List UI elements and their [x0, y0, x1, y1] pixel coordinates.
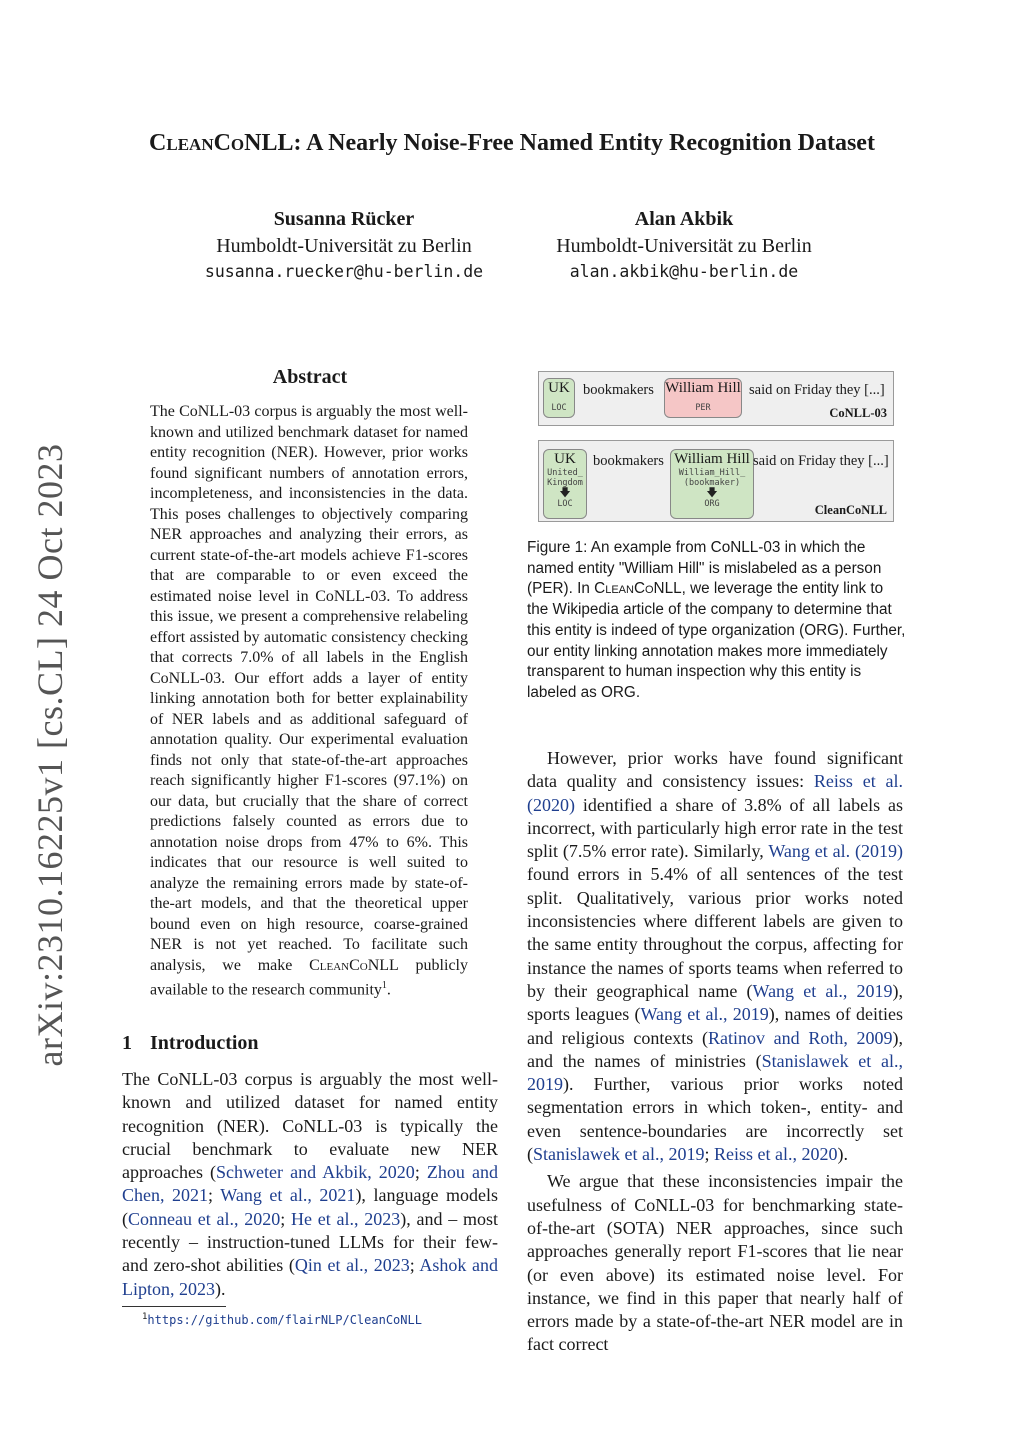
entity-tag: LOC: [551, 403, 567, 413]
section-number: 1: [122, 1032, 132, 1054]
citation-link[interactable]: Zhou and Chen, 2021: [122, 1162, 499, 1206]
entity-link-line: United_: [547, 468, 583, 478]
para-text: ).: [837, 1144, 848, 1165]
citation-link[interactable]: Ratinov and Roth, 2009: [707, 1027, 893, 1048]
paragraph: [527, 747, 903, 1166]
author-affiliation: Humboldt-Universität zu Berlin: [556, 235, 812, 257]
figure-caption: [527, 538, 907, 704]
intro-text: ), and – most recently – instruction-tuned LLMs for their few- and zero-shot abilities (: [122, 1208, 498, 1276]
figure-token: bookmakers: [583, 382, 654, 398]
entity-word: William Hill: [665, 380, 741, 396]
citation-link[interactable]: Schweter and Akbik, 2020: [216, 1162, 415, 1183]
arxiv-id: arXiv:2310.16225v1 [cs.CL] 24 Oct 2023: [30, 443, 70, 1067]
citation-link[interactable]: Wang et al., 2019: [640, 1004, 769, 1025]
arxiv-sidebar-stamp: [26, 443, 74, 1067]
title-name: CleanCoNLL: [149, 130, 294, 156]
figure-token: said on Friday they [...]: [753, 453, 889, 469]
intro-separator: ;: [409, 1255, 420, 1276]
author-block-1: [174, 205, 514, 285]
para-text: However, prior works have found significant data quality and consistency issues:: [527, 748, 903, 792]
entity-link-line: William_Hill_: [678, 468, 746, 478]
intro-text: ), language models (: [122, 1185, 498, 1229]
author-affiliation: Humboldt-Universität zu Berlin: [216, 235, 472, 257]
abstract-dataset-name: CleanCoNLL: [309, 956, 399, 974]
section-heading-introduction: [122, 1032, 259, 1055]
entity-word: UK: [548, 380, 570, 396]
abstract-tail: publicly available to the research community: [150, 956, 468, 999]
citation-link[interactable]: Wang et al., 2021: [220, 1185, 356, 1206]
entity-tag: ORG: [704, 499, 720, 509]
figure-token: bookmakers: [593, 453, 664, 469]
citation-link[interactable]: Wang et al., 2019: [752, 980, 893, 1001]
entity-word: William Hill: [674, 451, 750, 467]
footnote-marker[interactable]: 1: [381, 980, 387, 991]
intro-separator: ;: [208, 1185, 221, 1206]
entity-tag: PER: [695, 403, 711, 413]
arrow-down-icon: 🡇: [559, 487, 571, 499]
author-email[interactable]: susanna.ruecker@hu-berlin.de: [204, 262, 484, 281]
intro-text: ).: [215, 1278, 226, 1299]
entity-link-line: (bookmaker): [683, 478, 741, 488]
arrow-down-icon: 🡇: [706, 487, 718, 499]
author-name: Susanna Rücker: [273, 208, 415, 230]
citation-link[interactable]: Ashok and Lipton, 2023: [122, 1255, 498, 1299]
caption-text: Figure 1: An example from CoNLL-03 in which the named entity "William Hill" is mislabeled as a person (PER). In: [527, 539, 882, 598]
entity-william-hill: [670, 449, 754, 519]
right-column-text: [527, 747, 903, 1357]
entity-uk: [543, 378, 575, 418]
abstract-text: The CoNLL-03 corpus is arguably the most well-known and utilized benchmark dataset for named entity recognition (NER). However, prior works found significant numbers of annotation errors, incompleteness, and inconsistencies in the data. This poses challenges to objectively comparing NER approaches and analyzing their errors, as current state-of-the-art models achieve F1-scores that are comparable to or even exceed the estimated noise level in CoNLL-03. To address this issue, we present a comprehensive relabeling effort assisted by automatic consistency checking that corrects 7.0% of all labels in the English CoNLL-03. Our effort adds a layer of entity linking annotation both for better explainability of NER labels and as additional safeguard of annotation quality. Our experimental evaluation finds not only that state-of-the-art approaches reach significantly higher F1-scores (97.1%) on our data, but crucially that the share of correct predictions falsely counted as errors due to annotation noise drops from 47% to 6%. This indicates that our resource is well suited to analyze the remaining errors made by state-of-the-art models, and that the theoretical upper bound even on high resource, coarse-grained NER is not yet reached. To facilitate such analysis, we make: [150, 403, 468, 974]
paper-title: [0, 130, 1024, 157]
citation-link[interactable]: Stanislawek et al., 2019: [533, 1144, 705, 1165]
citation-link[interactable]: Wang et al. (2019): [768, 841, 903, 862]
para-text: ), sports leagues (: [527, 980, 903, 1025]
entity-uk: [543, 449, 587, 519]
intro-separator: ;: [414, 1162, 427, 1183]
figure-label: CleanCoNLL: [814, 503, 887, 517]
author-name: Alan Akbik: [634, 208, 734, 230]
entity-link-line: Kingdom: [547, 478, 583, 488]
citation-link[interactable]: Conneau et al., 2020: [128, 1208, 281, 1229]
figure-label: CoNLL-03: [829, 406, 887, 420]
para-text: identified a share of 3.8% of all labels as incorrect, with particularly high error rate in the test split (7.5% error rate). Similarly,: [527, 794, 903, 862]
citation-link[interactable]: Qin et al., 2023: [294, 1255, 410, 1276]
citation-link[interactable]: He et al., 2023: [291, 1208, 401, 1229]
caption-dataset-name: CleanCoNLL: [594, 580, 682, 598]
caption-text: , we leverage the entity link to the Wikipedia article of the company to determine that this entity is indeed of type organization (ORG). Further, our entity linking annotation makes more immediately transparent to human inspection why this entity is labeled as ORG.: [527, 580, 906, 701]
footnote: [142, 1312, 422, 1327]
paragraph: We argue that these inconsistencies impair the usefulness of CoNLL-03 for benchmarking state-of-the-art (SOTA) NER approaches, since such approaches generally report F1-scores that lie near (or even above) its estimated noise level. For instance, we find in this paper that nearly half of errors made by a state-of-the-art NER model are in fact correct: [527, 1171, 903, 1355]
introduction-paragraph: [122, 1068, 498, 1301]
figure-conll03-example: [538, 371, 894, 426]
citation-link[interactable]: Stanislawek et al., 2019: [527, 1050, 903, 1095]
footnote-url-link[interactable]: https://github.com/flairNLP/CleanCoNLL: [147, 1313, 422, 1327]
author-block-2: [514, 205, 854, 285]
abstract-body: [150, 402, 468, 1001]
para-text: found errors in 5.4% of all sentences of the test split. Qualitatively, various prior works noted inconsistencies where different labels are given to the same entity throughout the corpus, affecting for instance the names of sports teams when referred to by their geographical name (: [527, 864, 903, 1001]
author-email[interactable]: alan.akbik@hu-berlin.de: [569, 262, 799, 281]
intro-separator: ;: [280, 1208, 291, 1229]
entity-word: UK: [554, 451, 576, 467]
intro-text: The CoNLL-03 corpus is arguably the most well-known and utilized dataset for named entity recognition (NER). CoNLL-03 is typically the crucial benchmark to evaluate new NER approaches (: [122, 1069, 498, 1183]
figure-cleanconll-example: [538, 440, 894, 522]
citation-link[interactable]: Reiss et al., 2020: [713, 1144, 838, 1165]
abstract-heading: Abstract: [272, 366, 348, 388]
para-text: ), and the names of ministries (: [527, 1027, 903, 1071]
citation-link[interactable]: Reiss et al. (2020): [527, 771, 903, 815]
para-text: ), names of deities and religious contexts (: [527, 1004, 903, 1048]
title-rest: : A Nearly Noise-Free Named Entity Recognition Dataset: [293, 130, 875, 156]
figure-token: said on Friday they [...]: [749, 382, 885, 398]
abstract-end: .: [386, 981, 391, 999]
entity-william-hill: [664, 378, 742, 418]
section-title: Introduction: [150, 1032, 259, 1054]
footnote-number: 1: [142, 1312, 148, 1322]
para-text: ). Further, various prior works noted segmentation errors in which token-, entity- and even sentence-boundaries are incorrectly set (: [527, 1074, 903, 1165]
footnote-rule: [122, 1306, 226, 1307]
para-text: ;: [704, 1144, 714, 1165]
entity-tag: LOC: [557, 499, 573, 509]
